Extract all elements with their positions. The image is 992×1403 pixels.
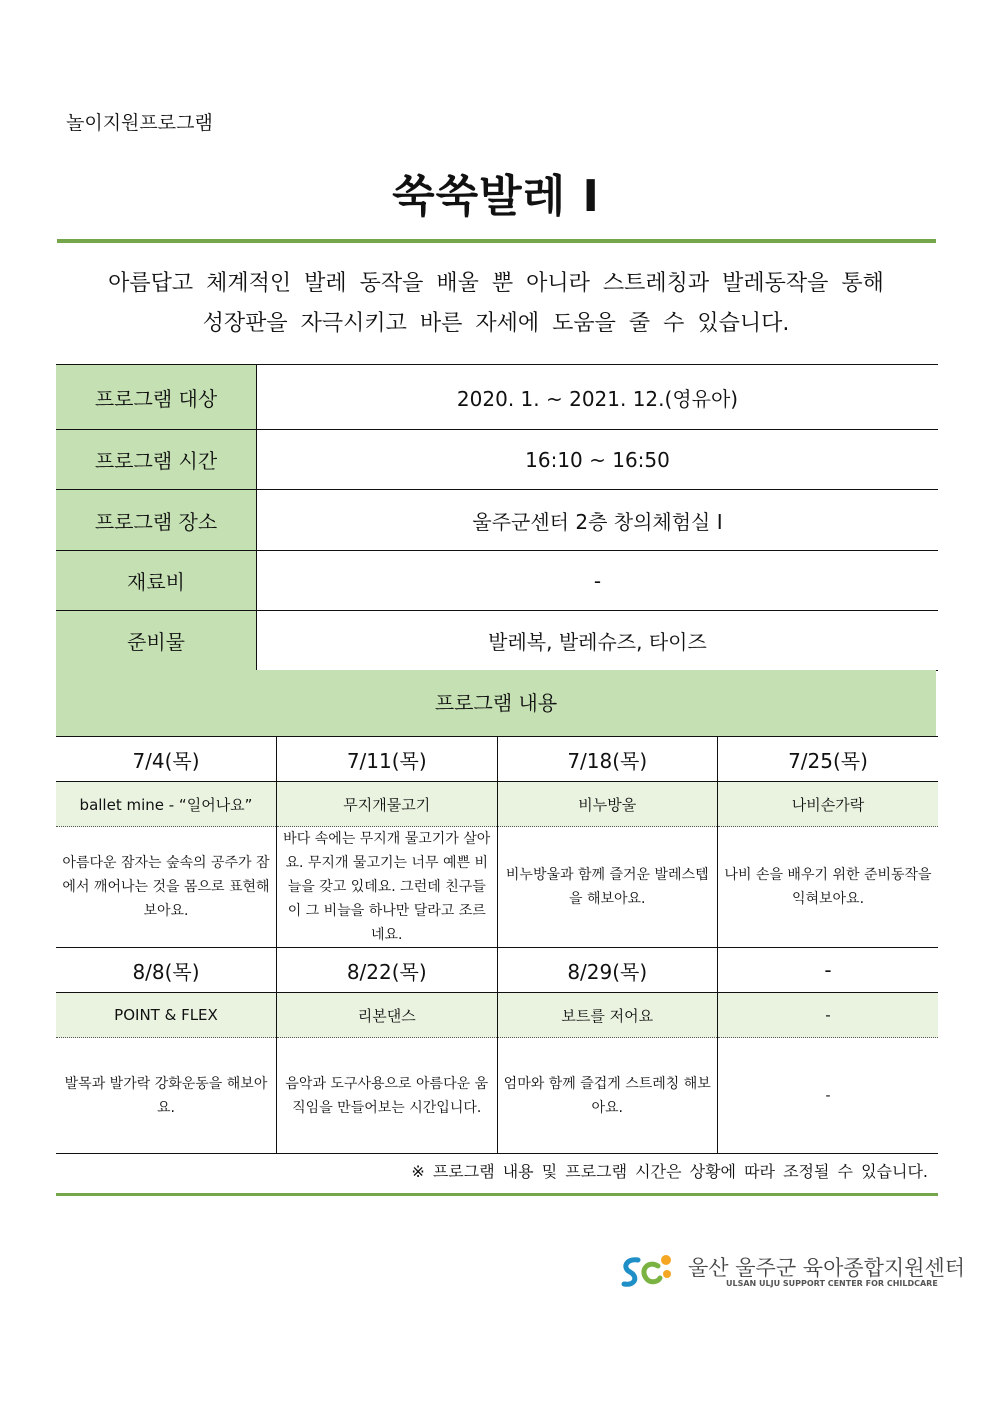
info-value: 16:10 ~ 16:50 (257, 430, 939, 490)
session-name: ballet mine - “일어나요” (56, 782, 277, 827)
center-logo-subtitle: ULSAN ULJU SUPPORT CENTER FOR CHILDCARE (726, 1279, 938, 1288)
session-date: 7/25(목) (718, 737, 939, 782)
session-date: 8/8(목) (56, 948, 277, 993)
schedule-desc-row (56, 827, 938, 948)
info-table (56, 364, 938, 671)
session-description: - (718, 1038, 939, 1154)
page-title: 쑥쑥발레 I (392, 171, 600, 222)
session-name: 리본댄스 (277, 993, 498, 1038)
session-name: 보트를 저어요 (497, 993, 718, 1038)
session-name: 나비손가락 (718, 782, 939, 827)
session-description: 나비 손을 배우기 위한 준비동작을 익혀보아요. (718, 827, 939, 948)
session-description: 음악과 도구사용으로 아름다운 움직임을 만들어보는 시간입니다. (277, 1038, 498, 1154)
info-label: 프로그램 시간 (56, 430, 257, 490)
schedule-date-row (56, 737, 938, 782)
session-date: - (718, 948, 939, 993)
info-label: 준비물 (56, 611, 257, 671)
intro-line-1: 아름답고 체계적인 발레 동작을 배울 뿐 아니라 스트레칭과 발레동작을 통해 (108, 271, 884, 296)
program-category: 놀이지원프로그램 (66, 112, 213, 134)
intro-text (60, 264, 932, 344)
session-description: 발목과 발가락 강화운동을 해보아요. (56, 1038, 277, 1154)
session-description: 바다 속에는 무지개 물고기가 살아요. 무지개 물고기는 너무 예쁜 비늘을 갖고 있데요. 그런데 친구들이 그 비늘을 하나만 달라고 조르네요. (277, 827, 498, 948)
top-divider (57, 239, 936, 243)
session-description: 아름다운 잠자는 숲속의 공주가 잠에서 깨어나는 것을 몸으로 표현해보아요. (62, 855, 270, 919)
center-logo-name: 울산 울주군 육아종합지원센터 (688, 1256, 966, 1280)
session-date: 7/18(목) (497, 737, 718, 782)
session-date: 7/11(목) (277, 737, 498, 782)
info-value: - (257, 551, 939, 611)
session-name: 비누방울 (497, 782, 718, 827)
bottom-divider (56, 1193, 938, 1196)
center-logo (620, 1252, 966, 1296)
info-label: 재료비 (56, 551, 257, 611)
schedule-name-row (56, 993, 938, 1038)
info-label: 프로그램 대상 (56, 365, 257, 430)
schedule-note: ※ 프로그램 내용 및 프로그램 시간은 상황에 따라 조정될 수 있습니다. (411, 1162, 928, 1181)
session-description: 엄마와 함께 즐겁게 스트레칭 해보아요. (497, 1038, 718, 1154)
session-name: - (718, 993, 939, 1038)
info-row-place (56, 490, 938, 551)
session-date: 7/4(목) (56, 737, 277, 782)
session-description: 비누방울과 함께 즐거운 발레스텝을 해보아요. (497, 827, 718, 948)
info-row-supplies (56, 611, 938, 671)
info-row-fee (56, 551, 938, 611)
info-row-time (56, 430, 938, 490)
info-label: 프로그램 장소 (56, 490, 257, 551)
session-name: 무지개물고기 (277, 782, 498, 827)
session-date: 8/22(목) (277, 948, 498, 993)
session-date: 8/29(목) (497, 948, 718, 993)
schedule-name-row (56, 782, 938, 827)
schedule-desc-row (56, 1038, 938, 1154)
session-name: POINT & FLEX (56, 993, 277, 1038)
info-value: 2020. 1. ~ 2021. 12.(영유아) (257, 365, 939, 430)
schedule-date-row (56, 948, 938, 993)
center-logo-icon (620, 1252, 676, 1292)
schedule-table (56, 736, 938, 1154)
info-value: 발레복, 발레슈즈, 타이즈 (257, 611, 939, 671)
content-heading: 프로그램 내용 (56, 670, 936, 736)
intro-line-2: 성장판을 자극시키고 바른 자세에 도움을 줄 수 있습니다. (202, 311, 790, 336)
info-value: 울주군센터 2층 창의체험실 I (257, 490, 939, 551)
info-row-target (56, 365, 938, 430)
